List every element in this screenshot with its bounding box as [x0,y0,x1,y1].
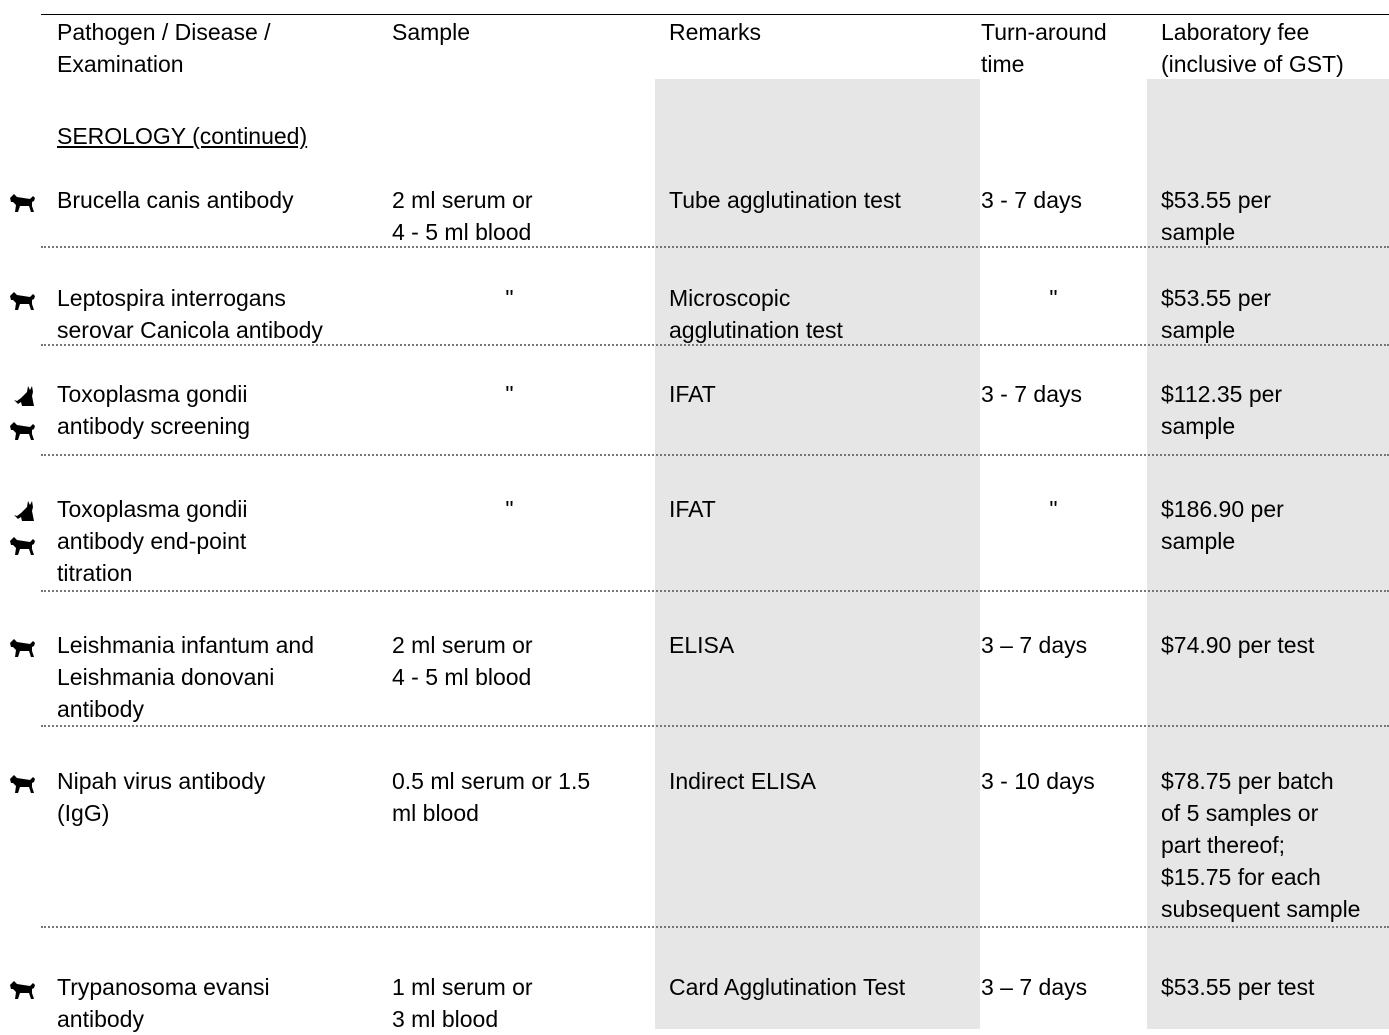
section-title: SEROLOGY (continued) [57,123,308,149]
cell-remarks: IFAT [669,381,716,407]
dog-icon [8,533,40,557]
row-separator [41,246,1389,248]
header-remarks: Remarks [669,19,762,45]
dog-icon [8,977,40,1001]
cell-time: 3 – 7 days [981,974,1088,1000]
cell-sample: 0.5 ml serum or 1.5 ml blood [392,768,591,826]
cell-time: " [1049,496,1058,522]
cell-sample: 2 ml serum or 4 - 5 ml blood [392,187,533,245]
cell-pathogen: Leptospira interrogans serovar Canicola antibody [57,285,323,343]
cell-time: 3 - 10 days [981,768,1095,794]
cell-time: 3 - 7 days [981,381,1082,407]
row-separator [41,590,1389,592]
cat-icon [8,384,40,408]
cat-icon [8,499,40,523]
cell-pathogen: Trypanosoma evansi antibody [57,974,270,1032]
row-separator [41,725,1389,727]
cell-pathogen: Nipah virus antibody (IgG) [57,768,266,826]
cell-time: 3 – 7 days [981,632,1088,658]
header-turnaround-time: Turn-around time [981,19,1107,77]
cell-remarks: Card Agglutination Test [669,974,906,1000]
cell-time: 3 - 7 days [981,187,1082,213]
dog-icon [8,190,40,214]
row-separator [41,454,1389,456]
cell-pathogen: Toxoplasma gondii antibody screening [57,381,251,439]
dog-icon [8,635,40,659]
header-sample: Sample [392,19,470,45]
remarks-column-shade [655,79,980,1029]
cell-remarks: Indirect ELISA [669,768,817,794]
cell-remarks: Microscopic agglutination test [669,285,843,343]
table-top-rule [41,14,1389,15]
cell-fee: $186.90 per sample [1161,496,1284,554]
dog-icon [8,771,40,795]
cell-remarks: IFAT [669,496,716,522]
cell-pathogen: Leishmania infantum and Leishmania donovani antibody [57,632,314,722]
cell-fee: $112.35 per sample [1161,381,1283,439]
cell-pathogen: Toxoplasma gondii antibody end-point titration [57,496,248,586]
cell-remarks: ELISA [669,632,735,658]
cell-fee: $74.90 per test [1161,632,1315,658]
cell-pathogen: Brucella canis antibody [57,187,294,213]
cell-remarks: Tube agglutination test [669,187,901,213]
header-laboratory-fee: Laboratory fee (inclusive of GST) [1161,19,1344,77]
cell-fee: $53.55 per sample [1161,285,1271,343]
cell-time: " [1049,285,1058,311]
header-pathogen: Pathogen / Disease / Examination [57,19,271,77]
cell-sample: 1 ml serum or 3 ml blood [392,974,533,1032]
dog-icon [8,288,40,312]
dog-icon [8,418,40,442]
cell-fee: $53.55 per sample [1161,187,1271,245]
cell-sample: 2 ml serum or 4 - 5 ml blood [392,632,533,690]
row-separator [41,926,1389,928]
cell-fee: $53.55 per test [1161,974,1315,1000]
cell-sample: " [505,496,514,522]
cell-sample: " [505,381,514,407]
cell-fee: $78.75 per batch of 5 samples or part thereof; $15.75 for each subsequent sample [1161,768,1361,922]
cell-sample: " [505,285,514,311]
row-separator [41,344,1389,346]
